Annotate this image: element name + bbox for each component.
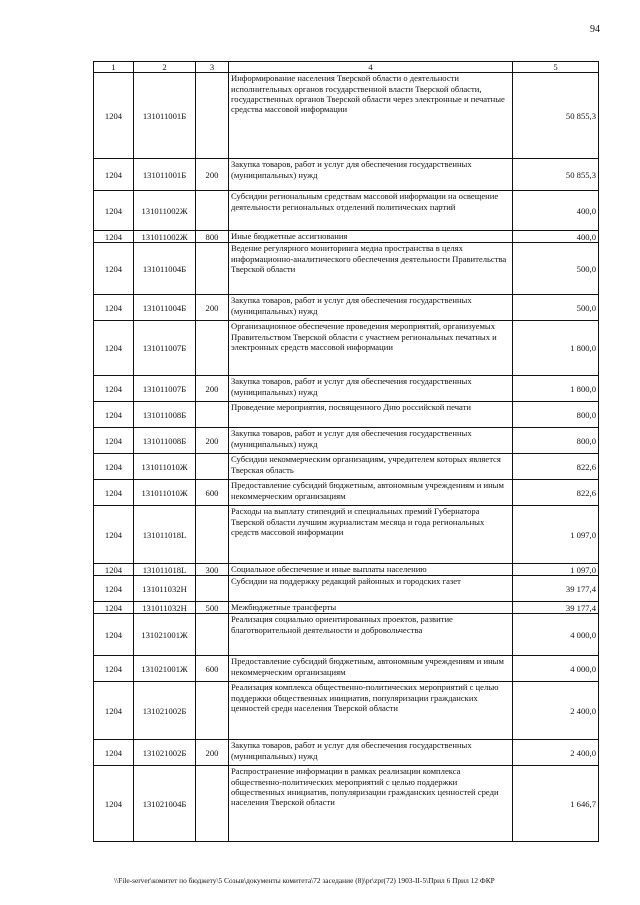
cell-c4: Проведение мероприятия, посвященного Дню российской печати [229,402,513,428]
cell-c1: 1204 [94,376,134,402]
cell-c2: 131011002Ж [134,231,196,243]
cell-c4: Распространение информации в рамках реализации комплекса общественно-политических мероприятий с целью поддержки общественных инициатив, популяризации гражданских ценностей среди населения Тверской области [229,766,513,842]
cell-c2: 131011018L [134,564,196,576]
cell-c2: 131011010Ж [134,480,196,506]
cell-c5: 1 097,0 [513,564,599,576]
cell-c5: 500,0 [513,243,599,295]
cell-c3: 200 [196,159,229,191]
cell-c1: 1204 [94,480,134,506]
cell-c4: Закупка товаров, работ и услуг для обеспечения государственных (муниципальных) нужд [229,295,513,321]
cell-c1: 1204 [94,159,134,191]
cell-c2: 131011018L [134,506,196,564]
cell-c5: 1 800,0 [513,321,599,376]
cell-c2: 131021002Б [134,682,196,740]
cell-c2: 131011008Б [134,402,196,428]
cell-c5: 400,0 [513,231,599,243]
cell-c4: Закупка товаров, работ и услуг для обеспечения государственных (муниципальных) нужд [229,740,513,766]
cell-c1: 1204 [94,682,134,740]
cell-c4: Предоставление субсидий бюджетным, автономным учреждениям и иным некоммерческим организациям [229,656,513,682]
cell-c1: 1204 [94,73,134,159]
cell-c1: 1204 [94,243,134,295]
table-row [94,614,599,656]
cell-c5: 39 177,4 [513,576,599,602]
table-row [94,73,599,159]
cell-c2: 131021004Б [134,766,196,842]
table-row [94,602,599,614]
cell-c3 [196,321,229,376]
cell-c3 [196,454,229,480]
cell-c5: 39 177,4 [513,602,599,614]
cell-c2: 131011002Ж [134,191,196,231]
cell-c4: Субсидии региональным средствам массовой информации на освещение деятельности региональных отделений политических партий [229,191,513,231]
table-row [94,376,599,402]
cell-c3: 200 [196,428,229,454]
table-row [94,766,599,842]
table-row [94,454,599,480]
cell-c3 [196,73,229,159]
cell-c2: 131011007Б [134,321,196,376]
cell-c1: 1204 [94,454,134,480]
cell-c1: 1204 [94,656,134,682]
table-row [94,682,599,740]
table-row [94,321,599,376]
table-row [94,231,599,243]
cell-c3: 600 [196,656,229,682]
header-cell: 2 [134,62,196,73]
cell-c1: 1204 [94,295,134,321]
cell-c1: 1204 [94,231,134,243]
cell-c4: Закупка товаров, работ и услуг для обеспечения государственных (муниципальных) нужд [229,159,513,191]
cell-c5: 800,0 [513,428,599,454]
cell-c4: Ведение регулярного мониторинга медиа пространства в целях информационно-аналитического обеспечения деятельности Правительства Тверской области [229,243,513,295]
cell-c4: Предоставление субсидий бюджетным, автономным учреждениям и иным некоммерческим организациям [229,480,513,506]
cell-c4: Иные бюджетные ассигнования [229,231,513,243]
table-row [94,480,599,506]
cell-c2: 131021002Б [134,740,196,766]
cell-c1: 1204 [94,576,134,602]
cell-c2: 131011001Б [134,159,196,191]
cell-c3 [196,614,229,656]
cell-c1: 1204 [94,402,134,428]
cell-c5: 822,6 [513,454,599,480]
cell-c1: 1204 [94,321,134,376]
budget-table [93,61,599,842]
cell-c2: 131011004Б [134,243,196,295]
cell-c4: Реализация социально ориентированных проектов, развитие благотворительной деятельности и добровольчества [229,614,513,656]
cell-c4: Информирование населения Тверской области о деятельности исполнительных органов государственной власти Тверской области, государственных органов Тверской области через электронные и печатные средства массовой информации [229,73,513,159]
cell-c2: 131011001Б [134,73,196,159]
cell-c3: 300 [196,564,229,576]
cell-c3: 200 [196,376,229,402]
cell-c4: Межбюджетные трансферты [229,602,513,614]
cell-c2: 131011032Н [134,576,196,602]
cell-c2: 131011032Н [134,602,196,614]
cell-c5: 2 400,0 [513,682,599,740]
cell-c3 [196,506,229,564]
cell-c3 [196,402,229,428]
cell-c2: 131011008Б [134,428,196,454]
cell-c5: 1 097,0 [513,506,599,564]
header-cell: 4 [229,62,513,73]
file-path-footer: \\File-server\комитет по бюджету\5 Созыв\документы комитета\72 заседание (8)\pr\zpr(72) 1903-II-5\Прил 6 Прил 12 ФКР [114,876,495,885]
table-row [94,159,599,191]
table-row [94,402,599,428]
cell-c5: 400,0 [513,191,599,231]
cell-c5: 2 400,0 [513,740,599,766]
header-cell: 3 [196,62,229,73]
cell-c2: 131021001Ж [134,614,196,656]
cell-c3 [196,682,229,740]
cell-c1: 1204 [94,766,134,842]
table-row [94,191,599,231]
cell-c5: 50 855,3 [513,73,599,159]
cell-c3: 600 [196,480,229,506]
header-cell: 5 [513,62,599,73]
cell-c1: 1204 [94,614,134,656]
cell-c4: Организационное обеспечение проведения мероприятий, организуемых Правительством Тверской области с участием региональных печатных и электронных средств массовой информации [229,321,513,376]
cell-c2: 131011004Б [134,295,196,321]
table-row [94,428,599,454]
table-row [94,295,599,321]
cell-c4: Закупка товаров, работ и услуг для обеспечения государственных (муниципальных) нужд [229,428,513,454]
cell-c4: Расходы на выплату стипендий и специальных премий Губернатора Тверской области лучшим журналистам месяца и года региональных средств массовой информации [229,506,513,564]
cell-c1: 1204 [94,740,134,766]
cell-c3 [196,576,229,602]
cell-c5: 4 000,0 [513,656,599,682]
cell-c1: 1204 [94,602,134,614]
cell-c3: 800 [196,231,229,243]
page-number: 94 [590,24,600,35]
cell-c3 [196,243,229,295]
cell-c4: Социальное обеспечение и иные выплаты населению [229,564,513,576]
cell-c5: 800,0 [513,402,599,428]
cell-c5: 50 855,3 [513,159,599,191]
cell-c3: 500 [196,602,229,614]
cell-c3: 200 [196,740,229,766]
cell-c5: 822,6 [513,480,599,506]
cell-c5: 1 646,7 [513,766,599,842]
cell-c5: 500,0 [513,295,599,321]
cell-c3: 200 [196,295,229,321]
cell-c1: 1204 [94,428,134,454]
table-row [94,576,599,602]
table-row [94,506,599,564]
table-header-row [94,62,599,73]
cell-c1: 1204 [94,564,134,576]
cell-c1: 1204 [94,506,134,564]
cell-c4: Реализация комплекса общественно-политических мероприятий с целью поддержки общественных инициатив, популяризации гражданских ценностей среди населения Тверской области [229,682,513,740]
cell-c5: 1 800,0 [513,376,599,402]
cell-c5: 4 000,0 [513,614,599,656]
cell-c1: 1204 [94,191,134,231]
cell-c4: Субсидии некоммерческим организациям, учредителем которых является Тверская область [229,454,513,480]
table-row [94,656,599,682]
header-cell: 1 [94,62,134,73]
table-row [94,564,599,576]
cell-c2: 131011010Ж [134,454,196,480]
table-row [94,740,599,766]
cell-c3 [196,191,229,231]
cell-c3 [196,766,229,842]
cell-c2: 131021001Ж [134,656,196,682]
cell-c2: 131011007Б [134,376,196,402]
cell-c4: Субсидии на поддержку редакций районных и городских газет [229,576,513,602]
table-row [94,243,599,295]
cell-c4: Закупка товаров, работ и услуг для обеспечения государственных (муниципальных) нужд [229,376,513,402]
